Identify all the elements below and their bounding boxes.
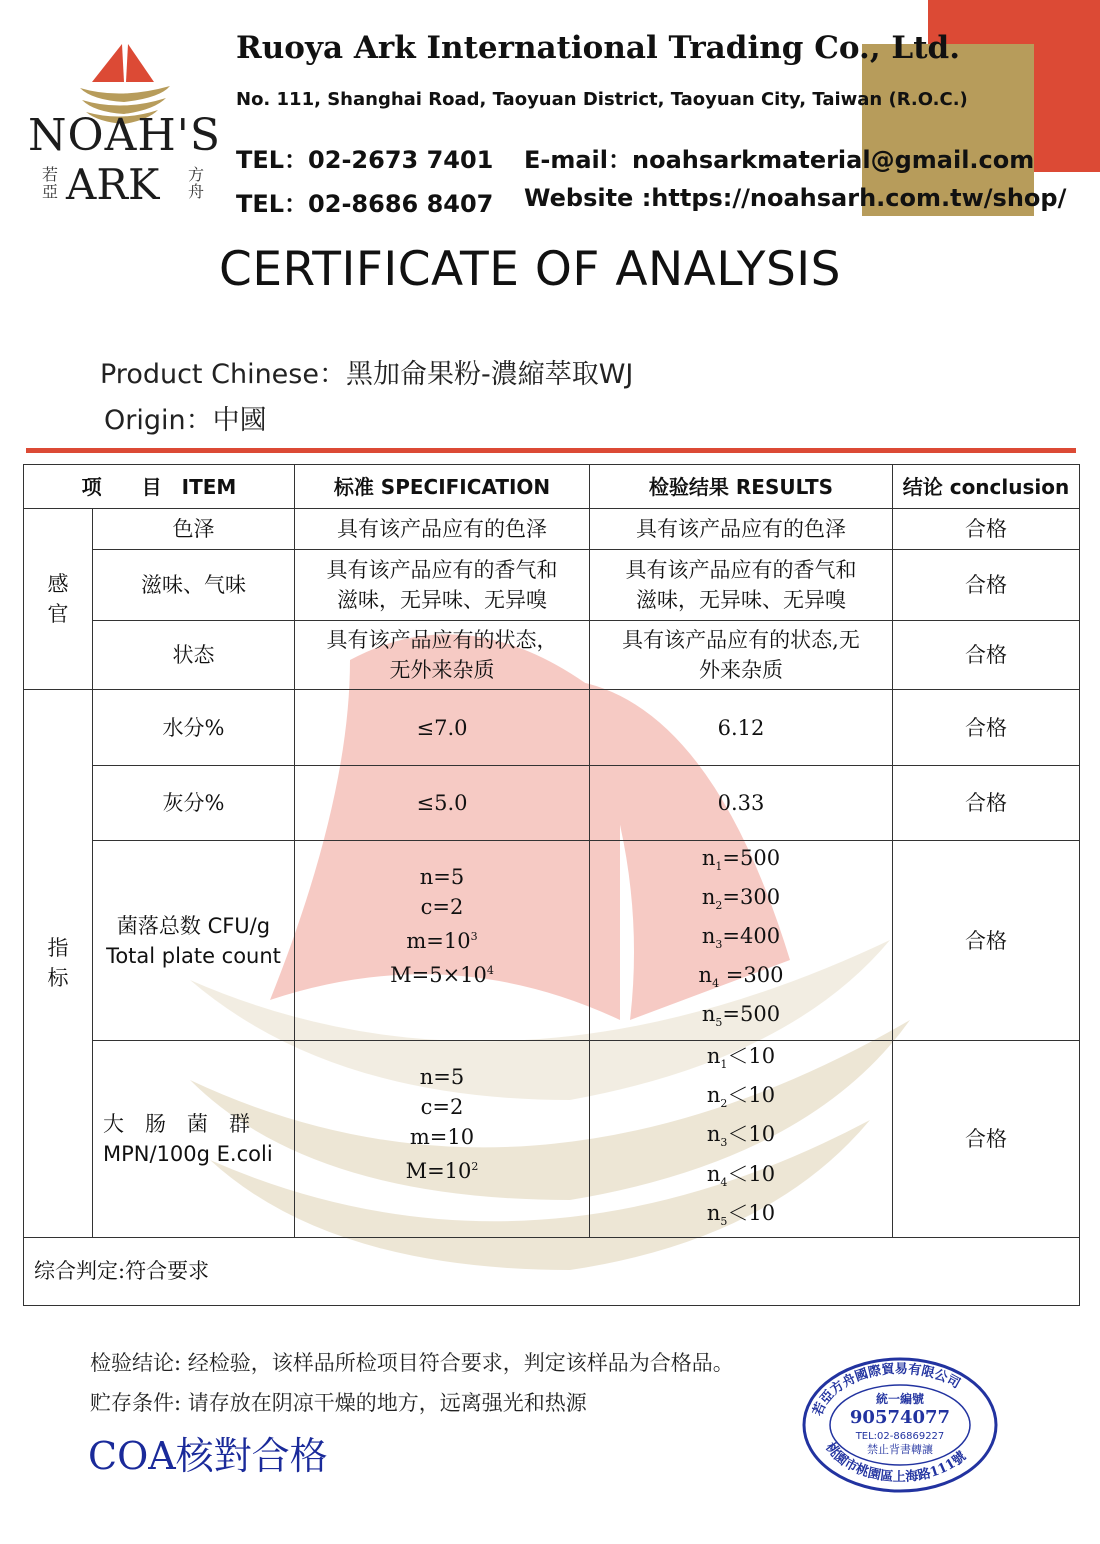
- conclusion-cell: 合格: [893, 1041, 1080, 1238]
- svg-text:桃園市桃園區上海路111號: 桃園市桃園區上海路111號: [822, 1440, 970, 1486]
- result-cell: $n_1<10$ $n_2<10$ $n_3<10$ $n_4<10$ $n_5<10$: [590, 1041, 893, 1238]
- logo-noahs-text: NOAH'S: [28, 110, 221, 161]
- table-summary-row: [24, 1237, 1080, 1305]
- item-cell: 色泽: [93, 509, 295, 550]
- result-cell: $n_1=500$ $n_2=300$ $n_3=400$ $n_4 =300$ $n_5=500$: [590, 841, 893, 1041]
- conclusion-cell: 合格: [893, 690, 1080, 766]
- table-row: [24, 841, 1080, 1041]
- origin-line: Origin：中國: [104, 405, 267, 436]
- tel-1: TEL：02-2673 7401: [236, 146, 494, 174]
- inspection-conclusion: 检验结论: 经检验，该样品所检项目符合要求，判定该样品为合格品。: [90, 1351, 734, 1375]
- table-row: [24, 550, 1080, 621]
- table-header-row: [24, 465, 1080, 509]
- conclusion-cell: 合格: [893, 766, 1080, 841]
- spec-cell: n=5 c=2 $m=10^3$ $M=5\times 10^4$: [295, 841, 590, 1041]
- svg-text:若亞方舟國際貿易有限公司: 若亞方舟國際貿易有限公司: [810, 1361, 963, 1419]
- header-conclusion: 结论 conclusion: [893, 465, 1080, 509]
- document-title: CERTIFICATE OF ANALYSIS: [219, 242, 841, 297]
- conclusion-cell: 合格: [893, 621, 1080, 690]
- item-cell: 菌落总数 CFU/g Total plate count: [93, 841, 295, 1041]
- svg-text:禁止背書轉讓: 禁止背書轉讓: [867, 1443, 933, 1456]
- item-cell: 水分%: [93, 690, 295, 766]
- header-results: 检验结果 RESULTS: [590, 465, 893, 509]
- storage-conditions: 贮存条件: 请存放在阴凉干燥的地方，远离强光和热源: [90, 1391, 587, 1415]
- company-address: No. 111, Shanghai Road, Taoyuan District, Taoyuan City, Taiwan (R.O.C.): [236, 89, 968, 110]
- item-cell: 滋味、气味: [93, 550, 295, 621]
- result-cell: 6.12: [590, 690, 893, 766]
- company-name: Ruoya Ark International Trading Co., Ltd.: [236, 30, 960, 66]
- spec-cell: ≤5.0: [295, 766, 590, 841]
- item-cell: 状态: [93, 621, 295, 690]
- result-cell: 具有该产品应有的状态,无 外来杂质: [590, 621, 893, 690]
- item-cell: 灰分%: [93, 766, 295, 841]
- svg-text:統一編號: 統一編號: [875, 1392, 925, 1406]
- product-line: Product Chinese：黑加侖果粉-濃縮萃取WJ: [100, 359, 634, 390]
- category-index: 指 标: [24, 690, 93, 1238]
- table-row: [24, 509, 1080, 550]
- company-seal-stamp-icon: [800, 1355, 1000, 1495]
- logo-cn-left: 若 亞: [42, 165, 59, 201]
- result-cell: 具有该产品应有的色泽: [590, 509, 893, 550]
- spec-cell: 具有该产品应有的状态， 无外来杂质: [295, 621, 590, 690]
- table-row: [24, 621, 1080, 690]
- svg-text:TEL:02-86869227: TEL:02-86869227: [855, 1431, 945, 1442]
- svg-text:90574077: 90574077: [849, 1407, 951, 1428]
- coa-approved-mark: COA核對合格: [88, 1434, 328, 1478]
- overall-judgment: 综合判定:符合要求: [24, 1237, 1080, 1305]
- result-cell: 具有该产品应有的香气和 滋味，无异味、无异嗅: [590, 550, 893, 621]
- result-cell: 0.33: [590, 766, 893, 841]
- website: Website :https://noahsarh.com.tw/shop/: [524, 184, 1067, 212]
- email: E-mail：noahsarkmaterial@gmail.com: [524, 146, 1035, 174]
- conclusion-cell: 合格: [893, 550, 1080, 621]
- item-cell: 大 肠 菌 群 MPN/100g E.coli: [93, 1041, 295, 1238]
- header-item: 项 目 ITEM: [24, 465, 295, 509]
- table-row: [24, 1041, 1080, 1238]
- conclusion-cell: 合格: [893, 841, 1080, 1041]
- spec-cell: 具有该产品应有的香气和 滋味，无异味、无异嗅: [295, 550, 590, 621]
- table-row: [24, 690, 1080, 766]
- header-spec: 标准 SPECIFICATION: [295, 465, 590, 509]
- spec-cell: ≤7.0: [295, 690, 590, 766]
- logo-cn-right: 方 舟: [188, 165, 205, 201]
- category-sensory: 感 官: [24, 509, 93, 690]
- analysis-table: [23, 464, 1080, 1306]
- conclusion-cell: 合格: [893, 509, 1080, 550]
- spec-cell: 具有该产品应有的色泽: [295, 509, 590, 550]
- tel-2: TEL：02-8686 8407: [236, 190, 494, 218]
- red-divider: [26, 448, 1076, 453]
- logo-ark-text: ARK: [66, 160, 160, 209]
- table-row: [24, 766, 1080, 841]
- spec-cell: n=5 c=2 m=10 $M=10^2$: [295, 1041, 590, 1238]
